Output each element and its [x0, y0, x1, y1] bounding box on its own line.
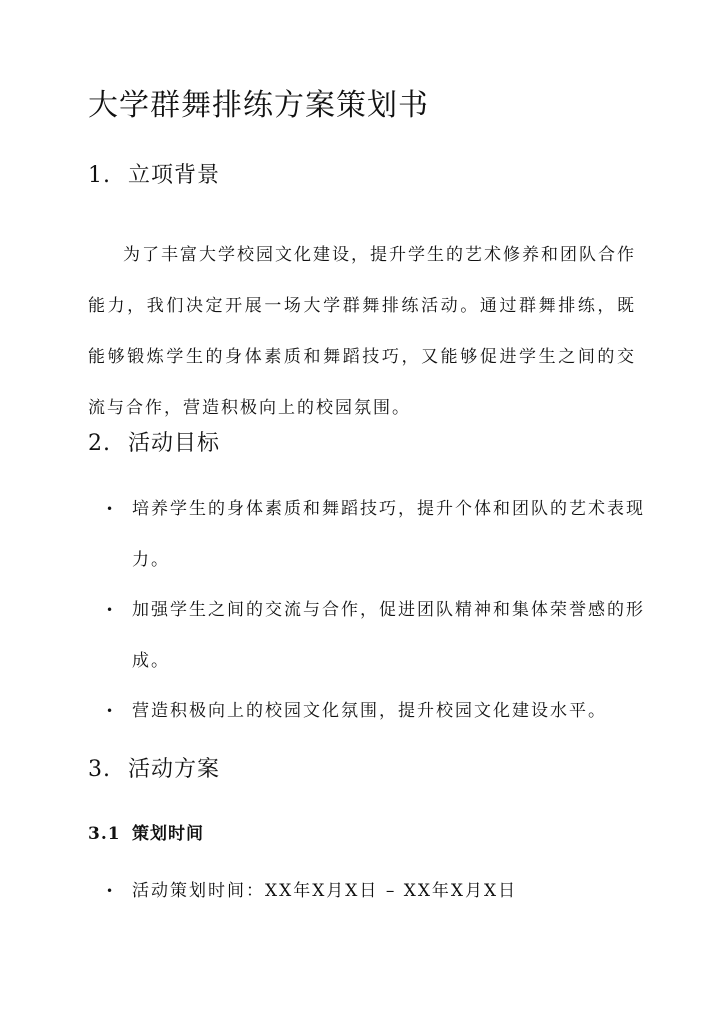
bullet-icon: •	[106, 884, 116, 898]
planning-time-text: 活动策划时间：XX年X月X日 – XX年X月X日	[132, 881, 518, 901]
subsection-title: 策划时间	[132, 824, 204, 844]
section-title: 活动目标	[128, 431, 221, 456]
planning-time-item	[106, 866, 652, 917]
subsection-number: 3.1	[88, 824, 121, 844]
section-title: 立项背景	[128, 163, 221, 188]
bullet-icon: •	[106, 704, 116, 718]
goal-list-item	[106, 686, 652, 737]
goal-list-item	[106, 585, 652, 687]
section-number: 2.	[88, 431, 111, 456]
section-title: 活动方案	[128, 757, 221, 782]
goal-text: 加强学生之间的交流与合作，促进团队精神和集体荣誉感的形成。	[132, 600, 645, 671]
section-heading-goals	[88, 428, 220, 460]
document-title: 大学群舞排练方案策划书	[88, 88, 429, 123]
goal-text: 培养学生的身体素质和舞蹈技巧，提升个体和团队的艺术表现力。	[132, 499, 645, 570]
background-paragraph: 为了丰富大学校园文化建设，提升学生的艺术修养和团队合作能力，我们决定开展一场大学群舞排练活动。通过群舞排练，既能够锻炼学生的身体素质和舞蹈技巧，又能够促进学生之间的交流与合作，营造积极向上的校园氛围。	[88, 245, 636, 418]
section-heading-background	[88, 160, 220, 192]
section-number: 1.	[88, 163, 111, 188]
section-number: 3.	[88, 757, 111, 782]
bullet-icon: •	[106, 603, 116, 617]
subsection-heading-planning-time	[88, 821, 204, 847]
bullet-icon: •	[106, 502, 116, 516]
goal-list-item	[106, 484, 652, 586]
section-heading-plan	[88, 754, 220, 786]
goal-text: 营造积极向上的校园文化氛围，提升校园文化建设水平。	[132, 701, 607, 721]
